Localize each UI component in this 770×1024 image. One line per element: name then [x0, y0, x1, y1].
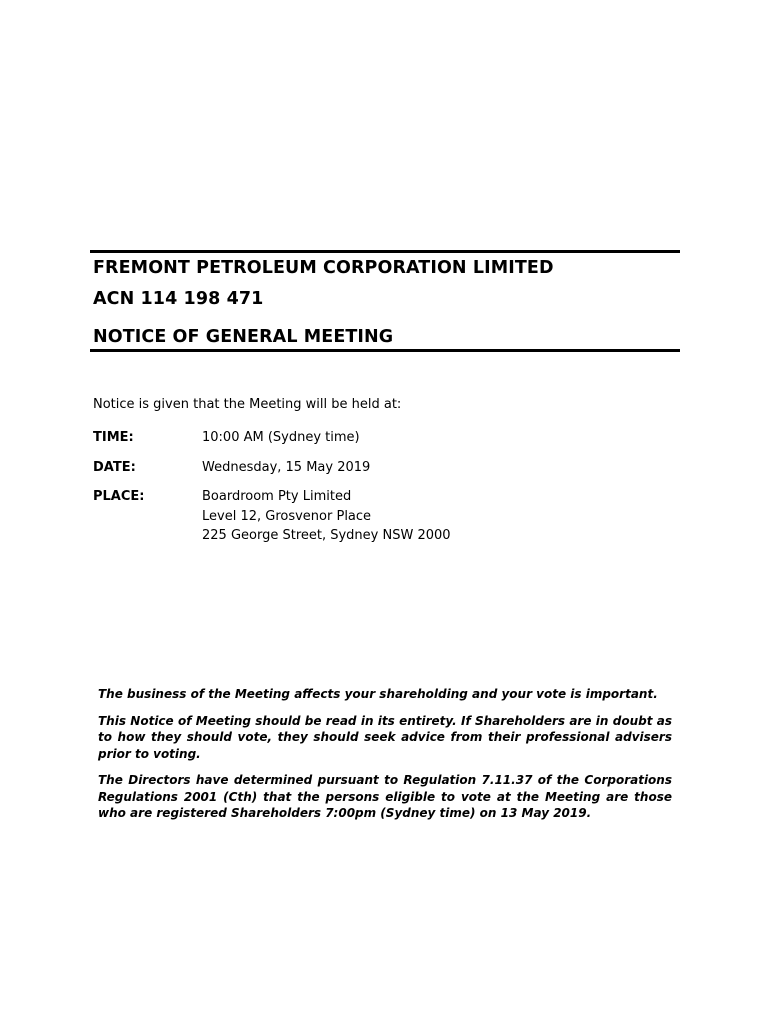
date-value: Wednesday, 15 May 2019 [202, 460, 371, 475]
company-name: FREMONT PETROLEUM CORPORATION LIMITED [93, 258, 554, 278]
acn-number: ACN 114 198 471 [93, 289, 264, 309]
document-title: NOTICE OF GENERAL MEETING [93, 327, 394, 347]
note-paragraph: The Directors have determined pursuant to Regulation 7.11.37 of the Corporations Regulations 2001 (Cth) that the persons eligible to vote at the Meeting are those who are registered Shareholders 7:00pm (Sydney time) on 13 May 2019. [98, 773, 672, 820]
top-divider [90, 250, 680, 253]
place-line: Boardroom Pty Limited [202, 489, 352, 504]
bottom-divider [90, 349, 680, 352]
place-line: Level 12, Grosvenor Place [202, 508, 372, 524]
important-notes [98, 686, 672, 832]
note-paragraph: The business of the Meeting affects your shareholding and your vote is important. [98, 687, 658, 701]
time-label: TIME: [93, 430, 134, 445]
time-value: 10:00 AM (Sydney time) [202, 430, 360, 445]
place-address [202, 487, 451, 546]
place-line: 225 George Street, Sydney NSW 2000 [202, 528, 451, 543]
place-label: PLACE: [93, 489, 145, 504]
intro-text: Notice is given that the Meeting will be held at: [93, 397, 402, 412]
note-paragraph: This Notice of Meeting should be read in its entirety. If Shareholders are in doubt as to how they should vote, they should seek advice from their professional advisers prior to voting. [98, 713, 672, 761]
date-label: DATE: [93, 460, 136, 475]
